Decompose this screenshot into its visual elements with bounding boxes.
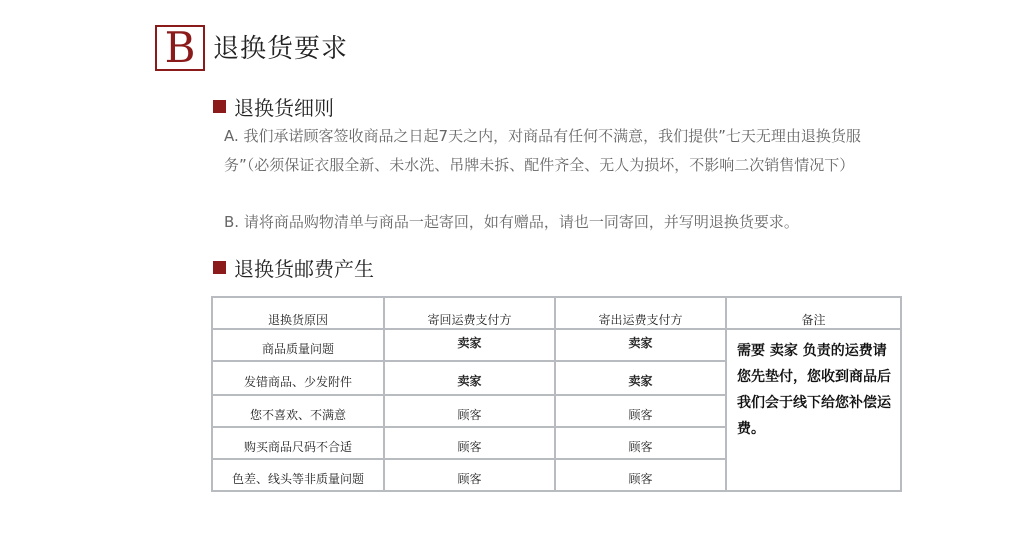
square-bullet-icon [213,261,226,274]
return-payer-cell: 顾客 [384,459,555,491]
return-payer-cell: 顾客 [384,395,555,427]
reason-cell: 商品质量问题 [212,329,384,361]
send-payer-cell: 顾客 [555,427,726,459]
send-payer-cell: 顾客 [555,459,726,491]
header-reason: 退换货原因 [212,297,384,329]
section-heading-rules [213,92,334,121]
rules-paragraph-b: B. 请将商品购物清单与商品一起寄回，如有赠品，请也一同寄回，并写明退换货要求。 [224,213,799,231]
page-title: 退换货要求 [213,34,349,64]
square-bullet-icon [213,100,226,113]
header-return-payer: 寄回运费支付方 [384,297,555,329]
reason-cell: 购买商品尺码不合适 [212,427,384,459]
return-payer-cell: 顾客 [384,427,555,459]
reason-cell: 您不喜欢、不满意 [212,395,384,427]
header-send-payer: 寄出运费支付方 [555,297,726,329]
reason-cell: 色差、线头等非质量问题 [212,459,384,491]
send-payer-cell: 卖家 [555,361,726,395]
section-heading-rules-label: 退换货细则 [234,96,334,120]
shipping-fee-table [211,296,902,492]
reason-cell: 发错商品、少发附件 [212,361,384,395]
note-cell: 需要 卖家 负责的运费请您先垫付，您收到商品后我们会于线下给您补偿运费。 [726,329,901,491]
section-heading-shipping [213,253,374,282]
return-payer-cell: 卖家 [384,329,555,361]
rules-paragraph-a: A. 我们承诺顾客签收商品之日起7天之内，对商品有任何不满意，我们提供”七天无理由退换货服务”（必须保证衣服全新、未水洗、吊牌未拆、配件齐全、无人为损坏，不影响二次销售情况下） [224,127,861,174]
return-payer-cell: 卖家 [384,361,555,395]
send-payer-cell: 顾客 [555,395,726,427]
table-header-row [212,297,901,329]
section-heading-shipping-label: 退换货邮费产生 [234,257,374,281]
header-note: 备注 [726,297,901,329]
send-payer-cell: 卖家 [555,329,726,361]
table-row [212,329,901,361]
section-letter-badge: B [155,25,205,71]
